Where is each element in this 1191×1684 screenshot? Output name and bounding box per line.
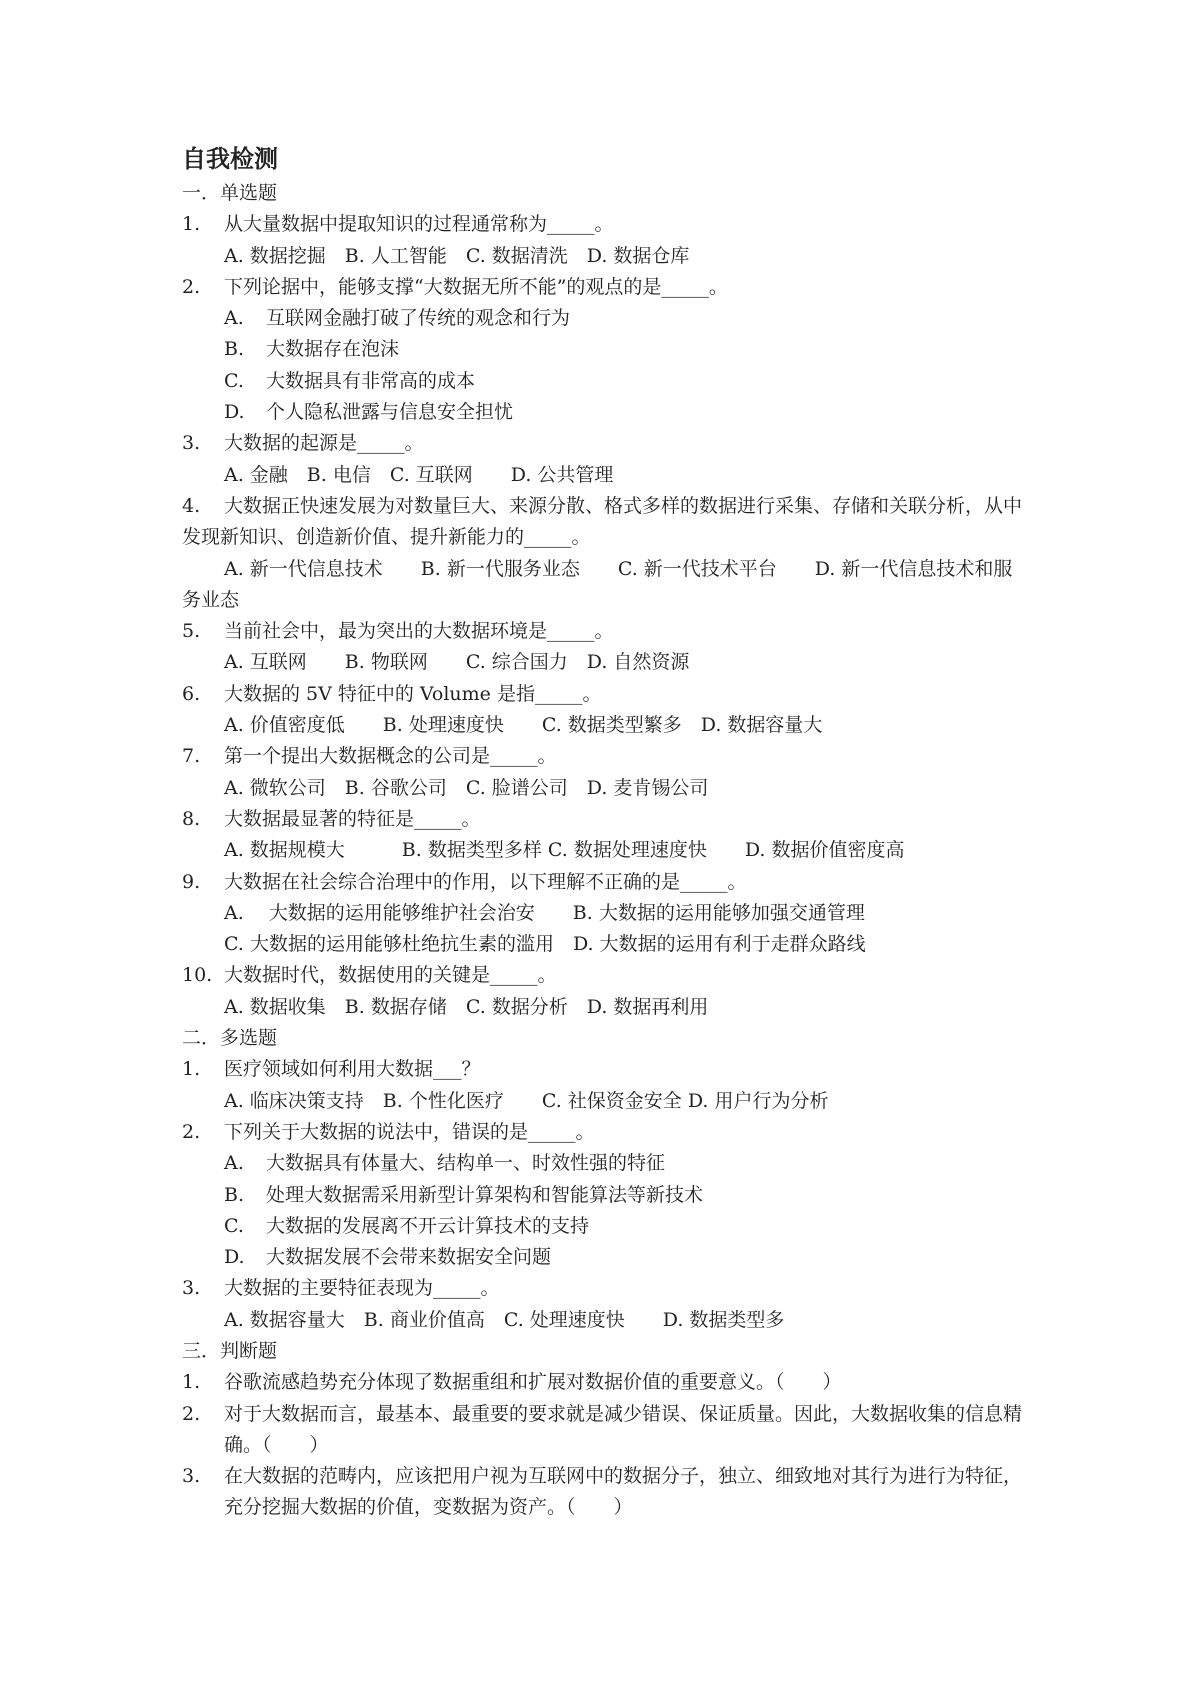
- question-2-3: [182, 1273, 1022, 1336]
- question-1-5: [182, 616, 1022, 679]
- question-number: 3.: [182, 1465, 201, 1488]
- options-line: A. 数据容量大 B. 商业价值高 C. 处理速度快 D. 数据类型多: [224, 1308, 785, 1331]
- option-letter: D.: [224, 401, 245, 424]
- question-text: 大数据最显著的特征是_____。: [224, 807, 481, 830]
- options-line: A. 数据规模大 B. 数据类型多样 C. 数据处理速度快 D. 数据价值密度高: [224, 839, 905, 862]
- question-1-10: [182, 960, 1022, 1023]
- question-text: 大数据的 5V 特征中的 Volume 是指_____。: [224, 682, 602, 705]
- options-line: A. 临床决策支持 B. 个性化医疗 C. 社保资金安全 D. 用户行为分析: [224, 1089, 829, 1112]
- question-text: 大数据的主要特征表现为_____。: [224, 1277, 500, 1300]
- option-text: 大数据存在泡沫: [266, 338, 400, 361]
- options-line: A. 微软公司 B. 谷歌公司 C. 脸谱公司 D. 麦肯锡公司: [224, 776, 709, 799]
- option-c: [182, 366, 1022, 397]
- question-number: 2.: [182, 275, 201, 298]
- question-3-3: [182, 1461, 1022, 1524]
- question-1-4: [182, 491, 1022, 616]
- question-number: 2.: [182, 1120, 201, 1143]
- option-a: [182, 1148, 1022, 1179]
- section-heading-single-choice: 一．单选题: [182, 182, 278, 204]
- section-heading-multiple-choice: 二．多选题: [182, 1027, 278, 1050]
- question-number: 4.: [182, 494, 201, 517]
- options-line: C. 大数据的运用能够杜绝抗生素的滥用 D. 大数据的运用有利于走群众路线: [224, 933, 866, 956]
- question-number: 5.: [182, 620, 201, 643]
- option-b: [182, 1180, 1022, 1211]
- question-number: 2.: [182, 1402, 201, 1425]
- question-text: 大数据在社会综合治理中的作用，以下理解不正确的是_____。: [224, 870, 747, 893]
- option-text: 大数据的发展离不开云计算技术的支持: [266, 1214, 590, 1237]
- question-text: 下列论据中，能够支撑“大数据无所不能”的观点的是_____。: [224, 275, 728, 298]
- options-line: A. 价值密度低 B. 处理速度快 C. 数据类型繁多 D. 数据容量大: [224, 714, 823, 737]
- option-letter: C.: [224, 369, 244, 392]
- question-text: 下列关于大数据的说法中，错误的是_____。: [224, 1120, 595, 1143]
- page-title: 自我检测: [182, 145, 278, 173]
- section-heading-true-false: 三．判断题: [182, 1339, 278, 1362]
- option-text: 大数据具有非常高的成本: [266, 369, 476, 392]
- options-line: A. 互联网 B. 物联网 C. 综合国力 D. 自然资源: [224, 651, 690, 674]
- question-1-8: [182, 804, 1022, 867]
- option-b: [182, 334, 1022, 365]
- option-letter: A.: [224, 307, 244, 330]
- question-number: 9.: [182, 870, 201, 893]
- question-number: 3.: [182, 432, 201, 455]
- question-text: 大数据的起源是_____。: [224, 432, 424, 455]
- question-number: 7.: [182, 745, 201, 768]
- question-1-6: [182, 679, 1022, 742]
- option-letter: A.: [224, 1152, 244, 1175]
- question-number: 3.: [182, 1277, 201, 1300]
- question-number: 1.: [182, 1371, 201, 1394]
- question-2-2: [182, 1117, 1022, 1273]
- question-number: 1.: [182, 213, 201, 236]
- option-d: [182, 1242, 1022, 1273]
- question-1-9: [182, 867, 1022, 961]
- option-letter: B.: [224, 1183, 245, 1206]
- options-line: A. 大数据的运用能够维护社会治安 B. 大数据的运用能够加强交通管理: [224, 901, 865, 924]
- option-text: 个人隐私泄露与信息安全担忧: [266, 401, 514, 424]
- options-line: A. 数据收集 B. 数据存储 C. 数据分析 D. 数据再利用: [224, 995, 709, 1018]
- question-number: 1.: [182, 1058, 201, 1081]
- option-c: [182, 1211, 1022, 1242]
- question-text: 对于大数据而言，最基本、最重要的要求就是减少错误、保证质量。因此，大数据收集的信息精确。（ ）: [224, 1402, 1023, 1456]
- question-text: 大数据正快速发展为对数量巨大、来源分散、格式多样的数据进行采集、存储和关联分析，从中发现新知识、创造新价值、提升新能力的_____。: [182, 494, 1023, 549]
- question-text: 从大量数据中提取知识的过程通常称为_____。: [224, 213, 614, 236]
- question-1-1: [182, 209, 1022, 272]
- option-a: [182, 303, 1022, 334]
- document-body: [182, 140, 1022, 1524]
- option-letter: B.: [224, 338, 245, 361]
- question-text: 当前社会中，最为突出的大数据环境是_____。: [224, 620, 614, 643]
- question-number: 8.: [182, 807, 201, 830]
- option-text: 互联网金融打破了传统的观念和行为: [266, 307, 571, 330]
- question-text: 在大数据的范畴内，应该把用户视为互联网中的数据分子，独立、细致地对其行为进行为特征，充分挖掘大数据的价值，变数据为资产。（ ）: [224, 1465, 1023, 1519]
- option-text: 处理大数据需采用新型计算架构和智能算法等新技术: [266, 1183, 704, 1206]
- option-letter: D.: [224, 1246, 245, 1269]
- option-text: 大数据具有体量大、结构单一、时效性强的特征: [266, 1152, 666, 1175]
- question-text: 大数据时代，数据使用的关键是_____。: [224, 964, 557, 987]
- question-1-3: [182, 428, 1022, 491]
- question-number: 6.: [182, 682, 201, 705]
- options-line: A. 新一代信息技术 B. 新一代服务业态 C. 新一代技术平台 D. 新一代信息技术和服务业态: [182, 557, 1013, 611]
- question-1-7: [182, 741, 1022, 804]
- question-3-2: [182, 1399, 1022, 1462]
- option-letter: C.: [224, 1214, 244, 1237]
- question-3-1: [182, 1367, 1022, 1398]
- options-line: A. 金融 B. 电信 C. 互联网 D. 公共管理: [224, 463, 614, 486]
- option-text: 大数据发展不会带来数据安全问题: [266, 1246, 552, 1269]
- options-line: A. 数据挖掘 B. 人工智能 C. 数据清洗 D. 数据仓库: [224, 244, 690, 267]
- question-text: 第一个提出大数据概念的公司是_____。: [224, 745, 557, 768]
- question-number: 10.: [182, 964, 213, 987]
- question-1-2: [182, 272, 1022, 428]
- question-text: 谷歌流感趋势充分体现了数据重组和扩展对数据价值的重要意义。（ ）: [224, 1371, 842, 1394]
- option-d: [182, 397, 1022, 428]
- question-2-1: [182, 1054, 1022, 1117]
- question-text: 医疗领域如何利用大数据___？: [224, 1058, 481, 1081]
